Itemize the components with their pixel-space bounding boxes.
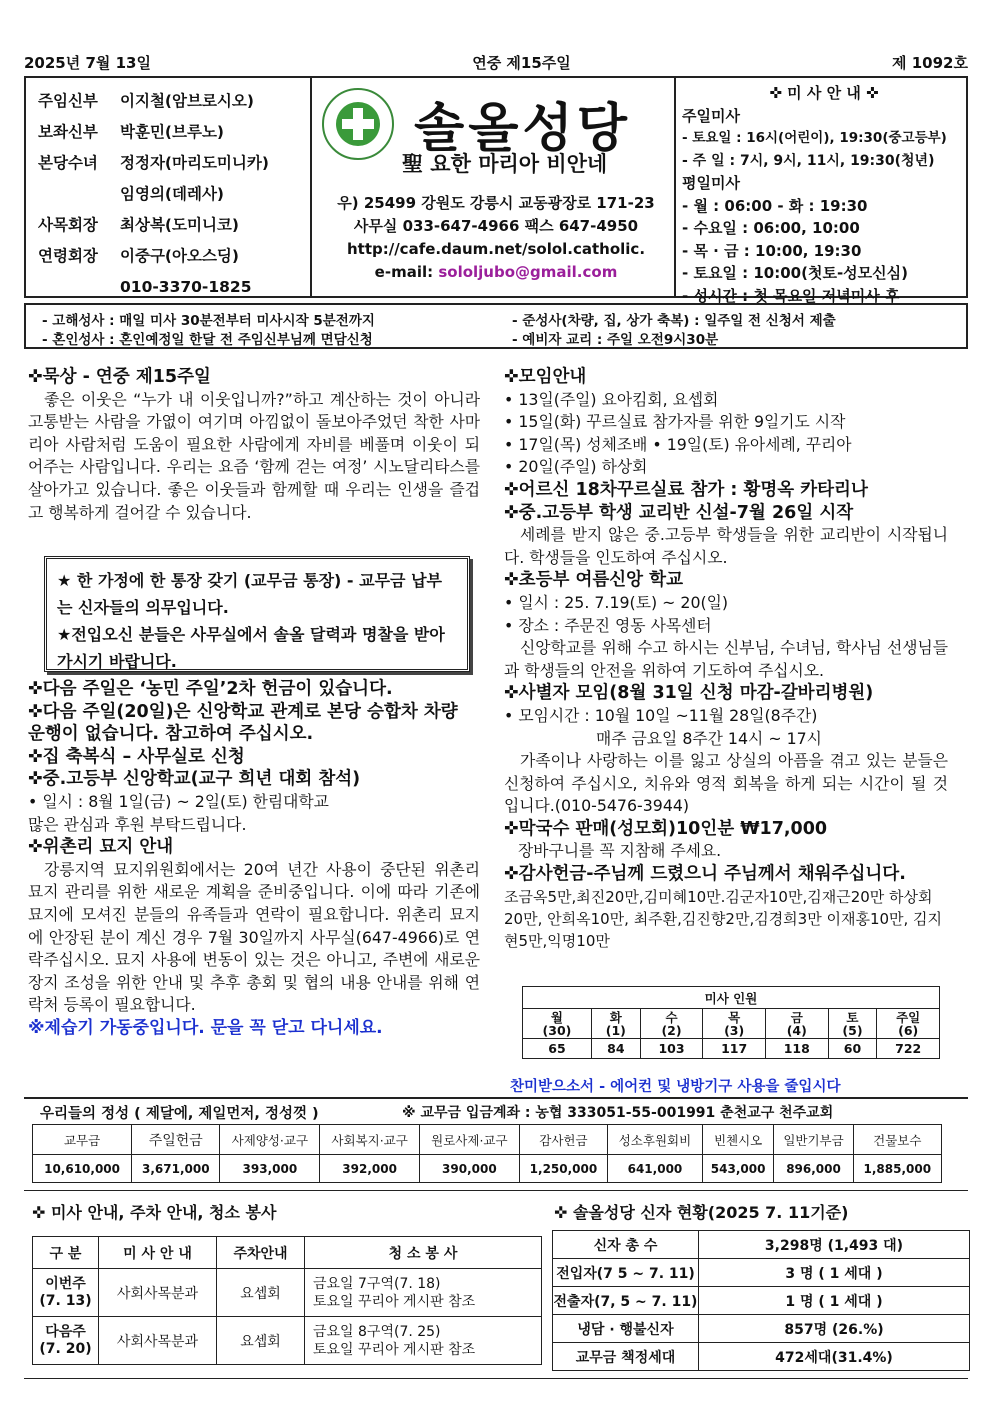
offering-value: 1,250,000	[519, 1155, 607, 1183]
noodle-sale-text: 장바구니를 꼭 지참해 주세요.	[518, 841, 722, 861]
service-row	[33, 1317, 542, 1365]
notice-farmers-sunday: ✜다음 주일은 ‘농민 주일’2차 헌금이 있습니다.	[28, 679, 393, 699]
meditation-text: 좋은 이웃은 “누가 내 이웃입니까?”하고 계산하는 것이 아니라 고통받는 사람을 가엾이 여기며 아낌없이 돌보아주었던 착한 사마리아 사람처럼 도움이 필요한 사람에게 자비를 베풀며 이웃이 되어주는 사람입니다. 우리는 요즘 ‘함께 걷는 여정’ 시노달리타스를 살아가고 있습니다. 좋은 이웃들과 함께할 때 우리는 인생을 즐겁고 행복하게 걸어갈 수 있습니다.	[28, 389, 480, 522]
cleaning-line: 금요일 8구역(7. 25)	[313, 1323, 441, 1340]
mass-line: - 주 일 : 7시, 9시, 11시, 19:30(청년)	[682, 152, 935, 169]
attendance-day: 금 (4)	[765, 1009, 828, 1039]
notice-youth-school: ✜중.고등부 신앙학교(교구 희년 대회 참석)	[28, 769, 361, 790]
gathering-item: • 20일(주일) 하상회	[504, 457, 648, 477]
offering-header: 주일헌금	[132, 1125, 220, 1155]
left-column	[28, 366, 480, 524]
attendance-value: 103	[640, 1039, 703, 1059]
members-row	[553, 1287, 970, 1315]
week-date: (7. 13)	[39, 1292, 92, 1309]
divider	[674, 78, 676, 296]
mass-schedule-title: ✜ 미 사 안 내 ✜	[769, 84, 879, 102]
children-school-title: ✜초등부 여름신앙 학교	[504, 570, 683, 591]
issue-number: 제 1092호	[892, 54, 968, 72]
offering-header: 원로사제·교구	[420, 1125, 520, 1155]
gathering-item: • 15일(화) 꾸르실료 참가자를 위한 9일기도 시작	[504, 412, 846, 432]
offering-title: 우리들의 정성 ( 제달에, 제일먼저, 정성껏 )	[40, 1106, 319, 1122]
gathering-title: ✜모임안내	[504, 367, 587, 387]
catechism-notice: ✜중.고등부 학생 교리반 신설-7월 26일 시작	[504, 502, 854, 523]
members-value: 472세대(31.4%)	[699, 1343, 970, 1371]
members-row	[553, 1231, 970, 1259]
offering-value: 896,000	[774, 1155, 853, 1183]
church-logo	[322, 88, 394, 160]
offering-header: 사회복지·교구	[320, 1125, 420, 1155]
cafe-link[interactable]: http://cafe.daum.net/solol.catholic.	[346, 240, 646, 258]
service-title: ✜ 미사 안내, 주차 안내, 청소 봉사	[32, 1203, 277, 1222]
staff-row: 주임신부 이지철(암브로시오)	[38, 92, 254, 110]
attendance-day: 주일 (6)	[877, 1009, 940, 1039]
bereavement-time2: 매주 금요일 8주간 14시 ~ 17시	[596, 728, 822, 748]
staff-row: 본당수녀 정정자(마리도미니카)	[38, 154, 269, 172]
church-contact	[326, 192, 666, 284]
cursillo-notice: ✜어르신 18차꾸르실료 참가 : 황명옥 카타리나	[504, 479, 868, 500]
members-label: 전입자(7 5 ~ 7. 11)	[553, 1259, 699, 1287]
members-value: 857명 (26.%)	[699, 1315, 970, 1343]
service-header: 주차안내	[217, 1237, 305, 1269]
members-label: 신자 총 수	[553, 1231, 699, 1259]
bulletin-date: 2025년 7월 13일	[24, 54, 151, 72]
members-row	[553, 1343, 970, 1371]
offering-header: 일반기부금	[774, 1125, 853, 1155]
week-date: (7. 20)	[39, 1340, 92, 1357]
mass-team: 사회사목분과	[99, 1269, 217, 1317]
members-row	[553, 1259, 970, 1287]
staff-row: 사목회장 최상복(도미니코)	[38, 216, 239, 234]
mass-line: - 성시간 : 첫 목요일 저녁미사 후	[682, 286, 900, 305]
box-line: ★전입오신 분들은 사무실에서 솔올 달력과 명찰을 받아가시기 바랍니다.	[57, 625, 445, 671]
notice-line: - 예비자 교리 : 주일 오전9시30분	[512, 332, 719, 348]
offering-table	[32, 1124, 942, 1183]
thanks-offering-title: ✜감사헌금-주님께 드렸으니 주님께서 채워주십니다.	[504, 864, 906, 885]
notice-house-blessing: ✜집 축복식 – 사무실로 신청	[28, 746, 245, 767]
parking-team: 요셉회	[217, 1269, 305, 1317]
offering-value: 390,000	[420, 1155, 520, 1183]
attendance-day: 토 (5)	[828, 1009, 877, 1039]
notice-line: - 준성사(차량, 집, 상가 축복) : 일주일 전 신청서 제출	[512, 313, 836, 329]
staff-row: 연령회장 이중구(아오스딩)	[38, 247, 239, 265]
offering-value: 393,000	[220, 1155, 320, 1183]
cleaning-line: 토요일 꾸리아 게시판 참조	[313, 1341, 476, 1358]
offering-header: 빈첸시오	[702, 1125, 774, 1155]
church-patron: 聖 요한 마리아 비안네	[402, 152, 608, 176]
members-value: 1 명 ( 1 세대 )	[699, 1287, 970, 1315]
members-row	[553, 1315, 970, 1343]
week-label: 이번주	[45, 1275, 86, 1292]
mass-line: - 월 : 06:00 - 화 : 19:30	[682, 196, 868, 215]
attendance-day: 목 (3)	[703, 1009, 766, 1039]
bereavement-text: 가족이나 사랑하는 이를 잃고 상실의 아픔을 겪고 있는 분들은 신청하여 주십시오, 치유와 영적 회복을 하게 되는 시간이 될 것입니다.(010-5476-3944)	[504, 751, 948, 816]
gathering-item: • 13일(주일) 요아킴회, 요셉회	[504, 389, 719, 409]
children-school-place: • 장소 : 주문진 영동 사목센터	[504, 615, 712, 635]
offering-value: 641,000	[608, 1155, 703, 1183]
cemetery-text: 강릉지역 묘지위원회에서는 20여 년간 사용이 중단된 위촌리 묘지 관리를 위한 새로운 계획을 준비중입니다. 이에 따라 기존에 묘지에 모셔진 분들의 유족들과 연락이 필요합니다. 위촌리 묘지에 안장된 분이 계신 경우 7월 30일까지 사무실(647-4966)로 연락주십시오. 묘지 사용에 변동이 있는 것은 아니고, 주변에 새로운 장지 조성을 위한 안내 및 추후 총회 및 협의 내용 안내를 위해 연락처 등록이 필요합니다.	[28, 859, 480, 1015]
notice-line: - 혼인성사 : 혼인예정일 한달 전 주임신부님께 면담신청	[42, 332, 373, 348]
offering-account: ※ 교무금 입금계좌 : 농협 333051-55-001991 춘천교구 천주교회	[402, 1105, 834, 1121]
service-header: 미 사 안 내	[99, 1237, 217, 1269]
attendance-value: 118	[765, 1039, 828, 1059]
mass-line: 평일미사	[682, 174, 740, 192]
offering-value: 3,671,000	[132, 1155, 220, 1183]
attendance-day: 화 (1)	[591, 1009, 640, 1039]
bereavement-time: • 모임시간 : 10월 10일 ~11월 28일(8주간)	[504, 705, 818, 725]
children-school-date: • 일시 : 25. 7.19(토) ~ 20(일)	[504, 592, 729, 612]
attendance-value: 65	[523, 1039, 592, 1059]
mass-team: 사회사목분과	[99, 1317, 217, 1365]
separator	[24, 1378, 968, 1379]
sacrament-notice	[24, 303, 968, 349]
noodle-sale-title: ✜막국수 판매(성모회)10인분 ₩17,000	[504, 818, 828, 839]
cleaning-line: 토요일 꾸리아 게시판 참조	[313, 1293, 476, 1310]
header-box	[24, 76, 968, 305]
service-row	[33, 1269, 542, 1317]
week-label: 다음주	[45, 1323, 86, 1340]
mass-line: - 수요일 : 06:00, 10:00	[682, 219, 860, 237]
thanks-offering-list: 조금옥5만,최진20만,김미혜10만.김군자10만,김재근20만 하상회20만, 안희옥10만, 최주환,김진향2만,김경희3만 이재홍10만, 김지현5만,익명10만	[504, 887, 943, 950]
box-line: ★ 한 가정에 한 통장 갖기 (교무금 통장) - 교무금 납부는 신자들의 의무입니다.	[57, 571, 442, 617]
attendance-title: 미사 인원	[523, 987, 940, 1009]
aircon-notice: 찬미받으소서 - 에어컨 및 냉방기구 사용을 줄입시다	[510, 1079, 841, 1095]
youth-school-text: 많은 관심과 후원 부탁드립니다.	[28, 814, 247, 834]
service-header: 구 분	[33, 1237, 99, 1269]
service-table	[32, 1236, 542, 1365]
attendance-day: 월 (30)	[523, 1009, 592, 1039]
liturgical-season: 연중 제15주일	[472, 54, 571, 72]
offering-header: 교무금	[33, 1125, 132, 1155]
mass-line: - 토요일 : 10:00(첫토-성모신심)	[682, 264, 908, 282]
mass-line: - 토요일 : 16시(어린이), 19:30(중고등부)	[682, 130, 947, 146]
offering-value: 543,000	[702, 1155, 774, 1183]
notice-line: - 고해성사 : 매일 미사 30분전부터 미사시작 5분전까지	[42, 313, 375, 329]
members-value: 3,298명 (1,493 대)	[699, 1231, 970, 1259]
right-column	[504, 366, 948, 952]
members-value: 3 명 ( 1 세대 )	[699, 1259, 970, 1287]
youth-school-date: • 일시 : 8월 1일(금) ~ 2일(토) 한림대학교	[28, 791, 329, 811]
offering-value: 1,885,000	[853, 1155, 941, 1183]
staff-row: 보좌신부 박훈민(브루노)	[38, 123, 225, 141]
notice-cemetery: ✜위촌리 묘지 안내	[28, 837, 174, 858]
highlight-box	[44, 556, 470, 672]
mass-schedule	[682, 82, 966, 307]
members-title: ✜ 솔올성당 신자 현황(2025 7. 11기준)	[554, 1203, 849, 1222]
attendance-value: 84	[591, 1039, 640, 1059]
dehumidifier-warning: ※제습기 가동중입니다. 문을 꼭 닫고 다니세요.	[28, 1017, 383, 1038]
offering-value: 10,610,000	[33, 1155, 132, 1183]
email-line: e-mail: sololjubo@gmail.com	[374, 263, 618, 281]
separator	[24, 1097, 968, 1099]
gathering-item: • 17일(목) 성체조배 • 19일(토) 유아세례, 꾸리아	[504, 434, 852, 454]
members-label: 전출자(7, 5 ~ 7. 11)	[553, 1287, 699, 1315]
attendance-table	[522, 986, 940, 1059]
phone: 사무실 033-647-4966 팩스 647-4950	[353, 217, 639, 235]
staff-row: 임영의(데레사)	[120, 185, 225, 203]
members-label: 냉담 · 행불신자	[553, 1315, 699, 1343]
attendance-value: 60	[828, 1039, 877, 1059]
top-line	[24, 52, 968, 73]
mass-line: 주일미사	[682, 106, 740, 125]
offering-header: 건물보수	[853, 1125, 941, 1155]
divider	[310, 78, 312, 296]
parking-team: 요셉회	[217, 1317, 305, 1365]
offering-value: 392,000	[320, 1155, 420, 1183]
separator	[24, 1190, 968, 1191]
attendance-value: 117	[703, 1039, 766, 1059]
service-header: 청 소 봉 사	[305, 1237, 542, 1269]
cleaning-line: 금요일 7구역(7. 18)	[313, 1275, 441, 1292]
members-table	[552, 1230, 970, 1371]
offering-header: 성소후원회비	[608, 1125, 703, 1155]
attendance-day: 수 (2)	[640, 1009, 703, 1039]
email-link[interactable]: sololjubo@gmail.com	[438, 263, 618, 281]
bereavement-title: ✜사별자 모임(8월 31일 신청 마감-갈바리병원)	[504, 683, 874, 704]
left-notices	[28, 678, 480, 1040]
address: 우) 25499 강원도 강릉시 교동광장로 171-23	[337, 194, 655, 212]
catechism-text: 세례를 받지 않은 중.고등부 학생들을 위한 교리반이 시작됩니다. 학생들을 인도하여 주십시오.	[504, 525, 948, 567]
offering-header: 감사헌금	[519, 1125, 607, 1155]
notice-van: ✜다음 주일(20일)은 신앙학교 관계로 본당 승합차 차량 운행이 없습니다. 참고하여 주십시오.	[28, 701, 458, 745]
church-name: 솔올성당	[414, 99, 631, 159]
children-school-text: 신앙학교를 위해 수고 하시는 신부님, 수녀님, 학사님 선생님들과 학생들의 안전을 위하여 기도하여 주십시오.	[504, 638, 948, 680]
cross-icon	[324, 90, 392, 158]
staff-list	[38, 86, 308, 303]
staff-row: 010-3370-1825	[120, 278, 252, 296]
attendance-value: 722	[877, 1039, 940, 1059]
offering-header: 사제양성·교구	[220, 1125, 320, 1155]
members-label: 교무금 책정세대	[553, 1343, 699, 1371]
mass-line: - 목 · 금 : 10:00, 19:30	[682, 241, 862, 260]
meditation-title: ✜묵상 - 연중 제15주일	[28, 367, 211, 387]
